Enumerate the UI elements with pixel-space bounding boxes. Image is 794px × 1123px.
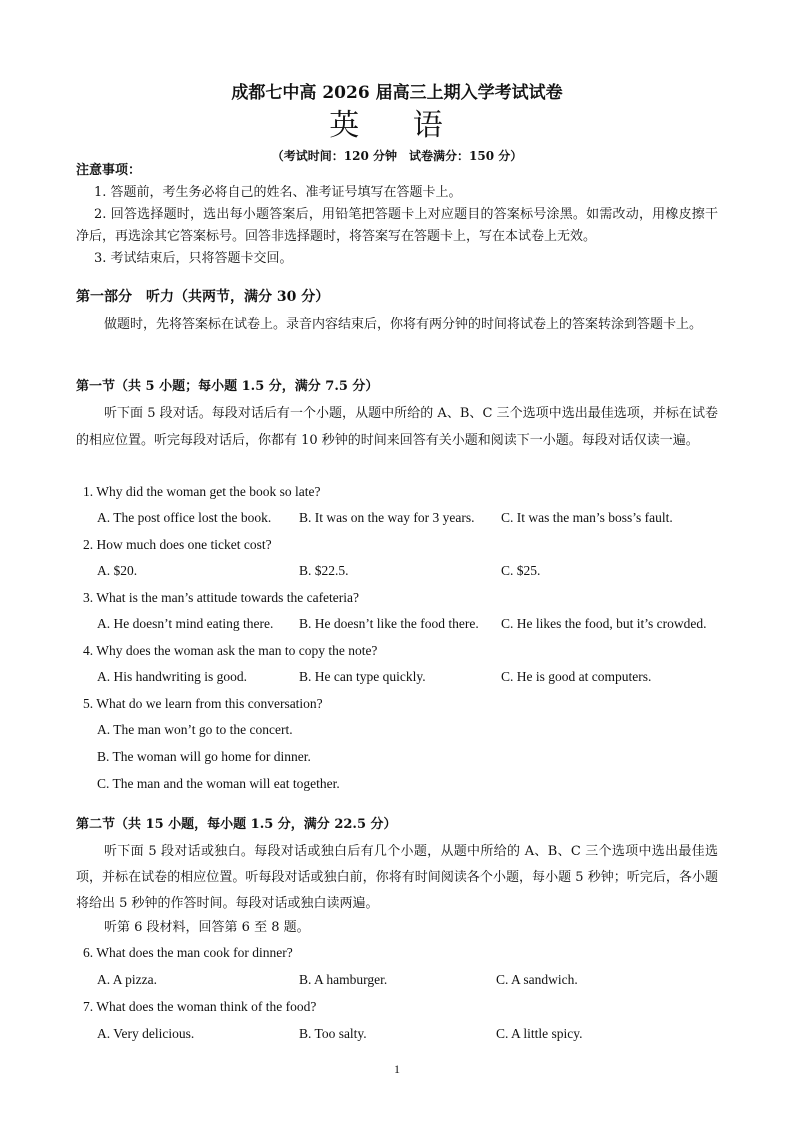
section2-heading: 第二节（共 15 小题，每小题 1.5 分，满分 22.5 分） [76, 817, 397, 832]
question-7: 7. What does the woman think of the food? [83, 999, 317, 1014]
notice-heading: 注意事项： [76, 163, 142, 178]
section2-intro: 听下面 5 段对话或独白。每段对话或独白后有几个小题，从题中所给的 A、B、C 三个选项中选出最佳选项，并标在试卷的相应位置。听每段对话或独白前，你将有时间阅读各个小题，每小题 5 秒钟；听完后，各小题将给出 5 秒钟的作答时间。每段对话或独白读两遍。 [76, 844, 718, 911]
exam-info: （考试时间：120 分钟 试卷满分：150 分） [271, 149, 523, 163]
question-1: 1. Why did the woman get the book so late? [83, 484, 321, 499]
option-b: B. $22.5. [299, 563, 349, 578]
notice-item: 2. 回答选择题时，选出每小题答案后，用铅笔把答题卡上对应题目的答案标号涂黑。如需改动，用橡皮擦干净后，再选涂其它答案标号。回答非选择题时，将答案写在答题卡上，写在本试卷上无效。 [76, 207, 718, 244]
option-c: C. A sandwich. [496, 972, 578, 987]
subject-title: 英 语 [329, 108, 465, 143]
option-b: B. Too salty. [299, 1026, 367, 1041]
option-c: C. $25. [501, 563, 541, 578]
option-c: C. The man and the woman will eat together. [97, 776, 340, 791]
question-5: 5. What do we learn from this conversation? [83, 696, 323, 711]
option-a: A. He doesn’t mind eating there. [97, 616, 274, 631]
option-b: B. He can type quickly. [299, 669, 426, 684]
page-number: 1 [394, 1062, 400, 1076]
material-instruction: 听第 6 段材料，回答第 6 至 8 题。 [104, 920, 310, 935]
part1-intro: 做题时，先将答案标在试卷上。录音内容结束后，你将有两分钟的时间将试卷上的答案转涂到答题卡上。 [104, 317, 703, 332]
question-6: 6. What does the man cook for dinner? [83, 945, 293, 960]
question-2: 2. How much does one ticket cost? [83, 537, 272, 552]
question-4: 4. Why does the woman ask the man to copy the note? [83, 643, 378, 658]
option-b: B. He doesn’t like the food there. [299, 616, 479, 631]
option-b: B. It was on the way for 3 years. [299, 510, 475, 525]
option-a: A. The man won’t go to the concert. [97, 722, 293, 737]
notice-item: 3. 考试结束后，只将答题卡交回。 [94, 251, 293, 266]
option-a: A. The post office lost the book. [97, 510, 272, 525]
option-a: A. $20. [97, 563, 138, 578]
notice-item: 1. 答题前，考生务必将自己的姓名、准考证号填写在答题卡上。 [94, 185, 462, 200]
question-3: 3. What is the man’s attitude towards the cafeteria? [83, 590, 360, 605]
option-a: A. His handwriting is good. [97, 669, 247, 684]
section1-heading: 第一节（共 5 小题；每小题 1.5 分，满分 7.5 分） [76, 379, 379, 394]
option-b: B. The woman will go home for dinner. [97, 749, 311, 764]
option-c: C. A little spicy. [496, 1026, 583, 1041]
option-a: A. Very delicious. [97, 1026, 195, 1041]
option-c: C. He likes the food, but it’s crowded. [501, 616, 707, 631]
option-c: C. He is good at computers. [501, 669, 652, 684]
section1-intro: 听下面 5 段对话。每段对话后有一个小题，从题中所给的 A、B、C 三个选项中选出最佳选项，并标在试卷的相应位置。听完每段对话后，你都有 10 秒钟的时间来回答有关小题和阅读下一小题。每段对话仅读一遍。 [76, 406, 718, 448]
part1-heading: 第一部分 听力（共两节，满分 30 分） [76, 289, 330, 305]
option-b: B. A hamburger. [299, 972, 388, 987]
option-a: A. A pizza. [97, 972, 157, 987]
exam-title: 成都七中高 2026 届高三上期入学考试试卷 [231, 83, 563, 103]
option-c: C. It was the man’s boss’s fault. [501, 510, 673, 525]
